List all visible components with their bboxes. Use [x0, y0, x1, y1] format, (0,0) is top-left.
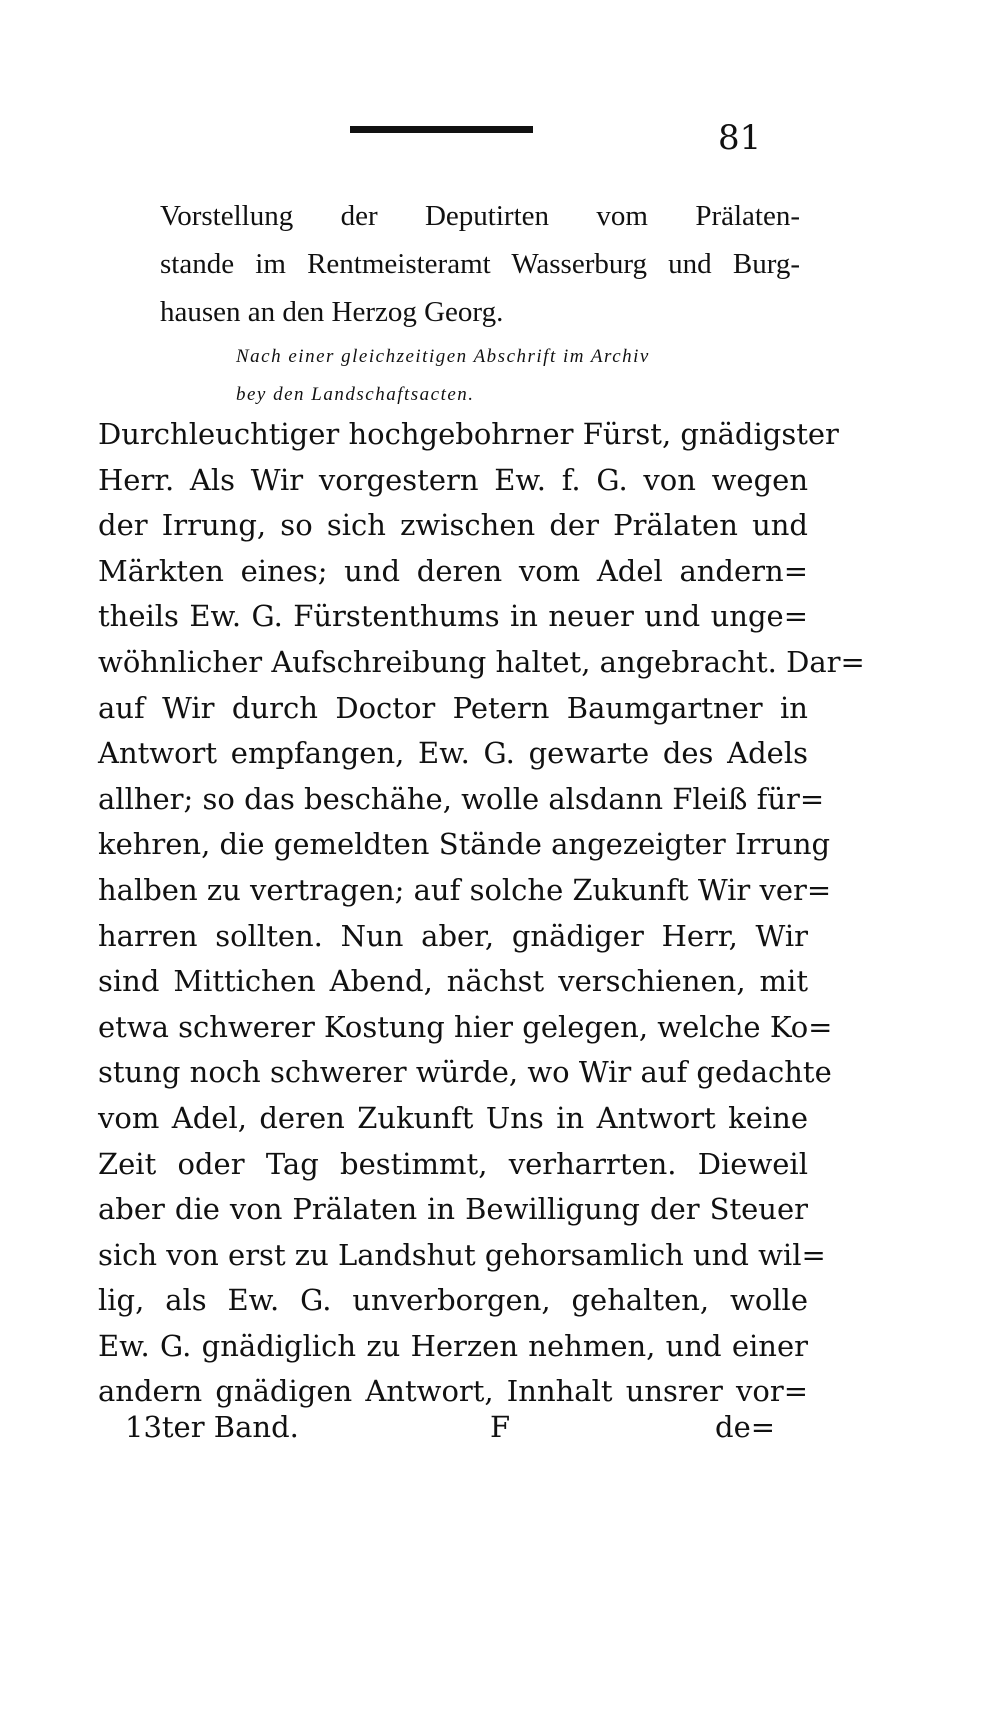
body-text [98, 412, 865, 1415]
body-line: Herr. Als Wir vorgestern Ew. f. G. von wegen [98, 462, 808, 497]
page-footer [125, 1410, 805, 1454]
body-line: der Irrung, so sich zwischen der Prälaten und [98, 508, 808, 543]
body-line: wöhnlicher Aufschreibung haltet, angebracht. Dar= [98, 644, 865, 679]
body-line: Zeit oder Tag bestimmt, verharrten. Dieweil [98, 1146, 808, 1181]
body-line: Antwort empfangen, Ew. G. gewarte des Adels [98, 736, 808, 771]
header-rule [350, 126, 533, 133]
volume-signature: 13ter Band. [125, 1410, 299, 1444]
body-line: vom Adel, deren Zukunft Uns in Antwort keine [98, 1100, 808, 1135]
body-line: Märkten eines; und deren vom Adel andern= [98, 553, 808, 588]
body-line: etwa schwerer Kostung hier gelegen, welche Ko= [98, 1009, 833, 1044]
body-line: theils Ew. G. Fürstenthums in neuer und unge= [98, 599, 808, 634]
body-line: Ew. G. gnädiglich zu Herzen nehmen, und einer [98, 1328, 808, 1363]
source-note [236, 338, 806, 414]
page-number: 81 [718, 118, 762, 158]
source-note-line: bey den Landschaftsacten. [236, 384, 475, 405]
body-line: sind Mittichen Abend, nächst verschienen, mit [98, 964, 808, 999]
title-line: Vorstellung der Deputirten vom Prälaten- [160, 200, 800, 232]
document-title [160, 192, 800, 336]
body-line: sich von erst zu Landshut gehorsamlich und wil= [98, 1237, 826, 1272]
body-line: andern gnädigen Antwort, Innhalt unsrer vor= [98, 1374, 808, 1409]
source-note-line: Nach einer gleichzeitigen Abschrift im Archiv [236, 346, 650, 367]
body-line: kehren, die gemeldten Stände angezeigter Irrung [98, 827, 831, 862]
body-line: stung noch schwerer würde, wo Wir auf gedachte [98, 1055, 832, 1090]
body-line: aber die von Prälaten in Bewilligung der Steuer [98, 1192, 808, 1227]
body-line: halben zu vertragen; auf solche Zukunft Wir ver= [98, 872, 832, 907]
signature-mark: F [490, 1410, 511, 1444]
title-line: stande im Rentmeisteramt Wasserburg und Burg- [160, 248, 800, 280]
catchword: de= [715, 1410, 776, 1444]
body-line: allher; so das beschähe, wolle alsdann Fleiß für= [98, 781, 825, 816]
body-line: harren sollten. Nun aber, gnädiger Herr, Wir [98, 918, 808, 953]
body-line: Durchleuchtiger hochgebohrner Fürst, gnädigster [98, 417, 839, 451]
body-line: lig, als Ew. G. unverborgen, gehalten, wolle [98, 1283, 808, 1318]
body-line: auf Wir durch Doctor Petern Baumgartner in [98, 690, 808, 725]
title-line: hausen an den Herzog Georg. [160, 296, 504, 328]
